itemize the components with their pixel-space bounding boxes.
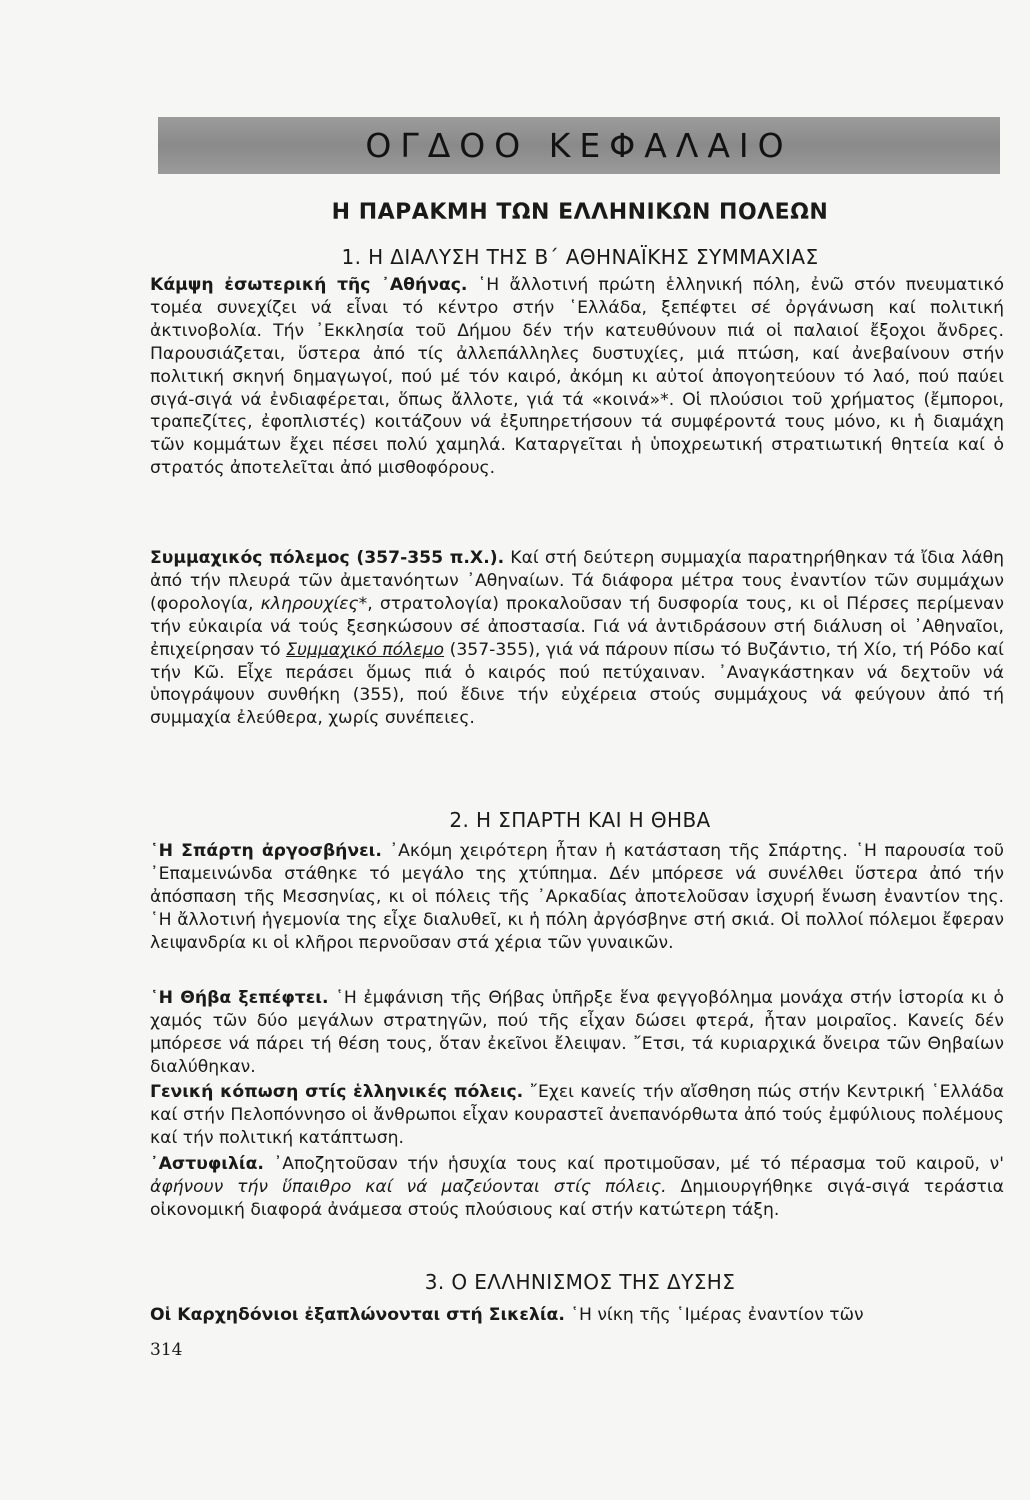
paragraph-heading: Οἱ Καρχηδόνιοι ἐξαπλώνονται στή Σικελία. <box>150 1305 565 1325</box>
paragraph-thebes <box>150 987 1004 1079</box>
paragraph-heading: Συμμαχικός πόλεμος (357-355 π.Χ.). <box>150 548 505 568</box>
paragraph-sparta <box>150 840 1004 955</box>
section-title-2: 2. Η ΣΠΑΡΤΗ ΚΑΙ Η ΘΗΒΑ <box>449 808 711 832</box>
paragraph-heading: ῾Η Θήβα ξεπέφτει. <box>150 988 329 1008</box>
italic-term: Συμμαχικό πόλεμο <box>286 639 445 660</box>
paragraph-heading: ῾Η Σπάρτη ἀργοσβήνει. <box>150 841 382 861</box>
paragraph-social-war <box>150 547 1004 730</box>
italic-term: κληρουχίες <box>260 593 359 614</box>
paragraph-heading: Γενική κόπωση στίς ἑλληνικές πόλεις. <box>150 1082 524 1102</box>
paragraph-heading: ᾿Αστυφιλία. <box>150 1154 264 1174</box>
paragraph-heading: Κάμψη ἐσωτερική τῆς ᾿Αθήνας. <box>150 275 468 295</box>
chapter-banner <box>158 117 1000 174</box>
paragraph-athens-decline <box>150 274 1004 480</box>
paragraph-urbanization <box>150 1153 1004 1222</box>
paragraph-text: (357-355), γιά νά πάρουν πίσω τό Βυζάντιο, τή Χίο, τή Ρόδο καί τήν Κῶ. Εἶχε περάσει ὅμως πιά ὁ καιρός πού πετύχαιναν. ᾿Αναγκάστηκαν νά δεχτοῦν νά ὑπογράψουν συνθήκη (355), πού ἔδινε τήν εὐχέρεια στούς συμμάχους νά φεύγουν ἀπό τή συμμαχία ἐλεύθερα, χωρίς συνέπειες. <box>150 639 1004 729</box>
page-number: 314 <box>150 1340 183 1360</box>
paragraph-text: Δημιουργήθηκε σιγά-σιγά τεράστια οἰκονομική διαφορά ἀνάμεσα στούς πλούσιους καί στήν κατώτερη τάξη. <box>150 1176 1004 1220</box>
paragraph-text: ῾Η νίκη τῆς ῾Ιμέρας ἐναντίον τῶν <box>564 1305 864 1325</box>
paragraph-carthaginians <box>150 1304 1004 1327</box>
page-title: Η ΠΑΡΑΚΜΗ ΤΩΝ ΕΛΛΗΝΙΚΩΝ ΠΟΛΕΩΝ <box>331 200 829 225</box>
paragraph-text: Καί στή δεύτερη συμμαχία παρατηρήθηκαν τά ἴδια λάθη ἀπό τήν πλευρά τῶν ἀμετανόητων ᾿Αθηναίων. Τά διάφορα μέτρα τους ἐναντίον τῶν συμμάχων (φορολογία, <box>150 548 1004 614</box>
paragraph-text: ᾿Ακόμη χειρότερη ἦταν ἡ κατάσταση τῆς Σπάρτης. ῾Η παρουσία τοῦ ᾿Επαμεινώνδα στάθηκε τό μεγάλο της χτύπημα. Δέν μπόρεσε νά συνέλθει ὕστερα ἀπό τήν ἀπόσπαση τῆς Μεσσηνίας, κι οἱ πόλεις τῆς ᾿Αρκαδίας ἀποτελοῦσαν ἰσχυρή ἕνωση ἐναντίον της. ῾Η ἄλλοτινή ἡγεμονία της εἶχε διαλυθεῖ, κι ἡ πόλη ἀργόσβηνε στή σκιά. Οἱ πολλοί πόλεμοι ἔφεραν λειψανδρία κι οἱ κλῆροι περνοῦσαν στά χέρια τῶν γυναικῶν. <box>150 841 1004 953</box>
paragraph-text: ῾Η ἐμφάνιση τῆς Θήβας ὑπῆρξε ἕνα φεγγοβόλημα μονάχα στήν ἱστορία κι ὁ χαμός τῶν δύο μεγάλων στρατηγῶν, πού τῆς εἶχαν δώσει φτερά, ἦταν μοιραῖος. Κανείς δέν μπόρεσε νά πάρει τή θέση τους, ὅταν ἐκεῖνοι ἔλειψαν. ῎Ετσι, τά κυριαρχικά ὄνειρα τῶν Θηβαίων διαλύθηκαν. <box>150 988 1004 1077</box>
paragraph-text: ῾Η ἄλλοτινή πρώτη ἑλληνική πόλη, ἐνῶ στόν πνευματικό τομέα συνεχίζει νά εἶναι τό κέντρο στήν ῾Ελλάδα, ξεπέφτει σέ ὀργάνωση καί πολιτική ἀκτινοβολία. Τήν ᾿Εκκλησία τοῦ Δήμου δέν τήν κατευθύνουν πιά οἱ παλαιοί ἔξοχοι ἄνδρες. Παρουσιάζεται, ὕστερα ἀπό τίς ἀλλεπάλληλες δυστυχίες, μιά πτώση, καί ἀνεβαίνουν στήν πολιτική σκηνή δημαγωγοί, πού μέ τόν καιρό, ἀκόμη κι αὐτοί ἀπογοητεύουν τό λαό, πού παύει σιγά-σιγά νά ἐνδιαφέρεται, ὅπως ἄλλοτε, γιά τά «κοινά»*. Οἱ πλούσιοι τοῦ χρήματος (ἔμποροι, τραπεζίτες, ἐφοπλιστές) κοιτάζουν νά ἐξυπηρετήσουν τά συμφέροντά τους μόνο, κι ἡ διαμάχη τῶν κομμάτων ἔχει πέσει πολύ χαμηλά. Καταργεῖται ἡ ὑποχρεωτική στρατιωτική θητεία καί ὁ στρατός ἀποτελεῖται ἀπό μισθοφόρους. <box>150 275 1004 479</box>
chapter-title: ΟΓΔΟΟ ΚΕΦΑΛΑΙΟ <box>365 126 793 165</box>
section-title-3: 3. Ο ΕΛΛΗΝΙΣΜΟΣ ΤΗΣ ΔΥΣΗΣ <box>424 1270 736 1294</box>
italic-phrase: ἀφήνουν τήν ὕπαιθρο καί νά μαζεύονται στίς πόλεις. <box>150 1176 667 1197</box>
paragraph-text: ῎Εχει κανείς τήν αἴσθηση πώς στήν Κεντρική ῾Ελλάδα καί στήν Πελοπόννησο οἱ ἄνθρωποι εἶχαν κουραστεῖ ἀνεπανόρθωτα ἀπό τούς ἐμφύλιους πολέμους καί τήν πολιτική κατάπτωση. <box>150 1082 1004 1148</box>
section-title-1: 1. Η ΔΙΑΛΥΣΗ ΤΗΣ Β΄ ΑΘΗΝΑΪΚΗΣ ΣΥΜΜΑΧΙΑΣ <box>341 245 819 269</box>
paragraph-general-fatigue <box>150 1081 1004 1150</box>
paragraph-text: ᾿Αποζητοῦσαν τήν ἡσυχία τους καί προτιμοῦσαν, μέ τό πέρασμα τοῦ καιροῦ, ν' <box>263 1154 1004 1174</box>
paragraph-text: *, στρατολογία) προκαλοῦσαν τή δυσφορία τους, κι οἱ Πέρσες περίμεναν τήν εὐκαιρία νά τούς ξεσηκώσουν σέ ἀποστασία. Γιά νά ἀντιδράσουν στή διάλυση οἱ ᾿Αθηναῖοι, ἐπιχείρησαν τό <box>150 593 1004 660</box>
